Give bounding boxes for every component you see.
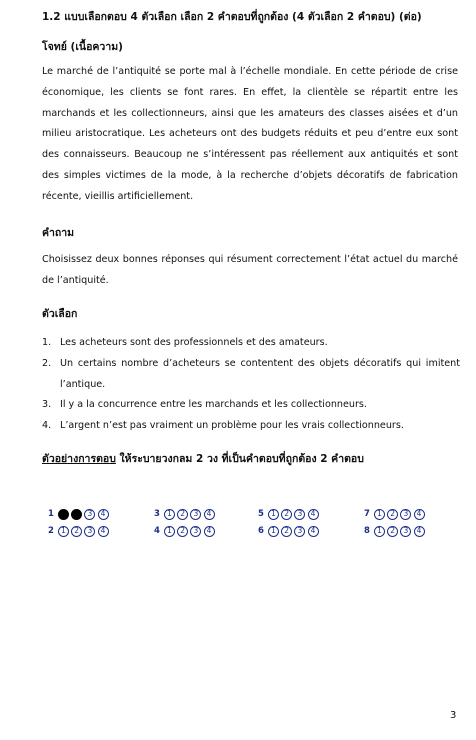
option-number: 1. [42, 337, 52, 348]
filled-bubble[interactable] [71, 509, 82, 520]
option-item [42, 395, 460, 416]
answer-bubble[interactable]: 3 [190, 526, 201, 537]
answer-bubble[interactable]: 3 [294, 526, 305, 537]
answer-bubble[interactable]: 4 [414, 526, 425, 537]
options-list [42, 333, 460, 437]
answer-row-6 [258, 524, 321, 538]
answer-bubble[interactable]: 2 [177, 526, 188, 537]
answer-sheet [48, 507, 448, 541]
option-item [42, 354, 460, 396]
answer-number: 4 [154, 526, 160, 536]
text-paragraph: Le marché de l’antiquité se porte mal à l’échelle mondiale. En cette période de crise économique, les clients se font rares. En effet, la clientèle se répartit entre les marchands et les collectionneurs, ainsi que les amateurs des classes aisées et d’un milieu aristocratique. Les acheteurs ont des budgets réduits et peu d’entre eux sont des connaisseurs. Beaucoup ne s’intéressent pas réellement aux antiquités et sont des simples victimes de la mode, à la recherche d’objets décoratifs de fabrication récente, vieillis artificiellement. [42, 66, 458, 202]
answer-bubble[interactable]: 4 [98, 526, 109, 537]
answer-bubble[interactable]: 4 [204, 526, 215, 537]
answer-bubble[interactable]: 2 [281, 526, 292, 537]
answer-bubble[interactable]: 3 [294, 509, 305, 520]
answer-row-4 [154, 524, 217, 538]
options-heading: ตัวเลือก [42, 308, 78, 320]
text-heading: โจทย์ (เนื้อความ) [42, 41, 123, 53]
question-heading: คำถาม [42, 227, 75, 239]
answer-bubble[interactable]: 2 [387, 509, 398, 520]
answer-bubble[interactable]: 1 [268, 526, 279, 537]
option-text: L’argent n’est pas vraiment un problème pour les vrais collectionneurs. [60, 420, 404, 432]
option-number: 4. [42, 420, 52, 432]
answer-number: 3 [154, 509, 160, 519]
answer-bubble[interactable]: 1 [268, 509, 279, 520]
answer-number: 5 [258, 509, 264, 519]
answer-bubble[interactable]: 4 [308, 509, 319, 520]
page-number: 3 [450, 710, 457, 721]
answer-bubble[interactable]: 3 [400, 509, 411, 520]
answer-row-2 [48, 524, 111, 538]
option-text: Il y a la concurrence entre les marchands et les collectionneurs. [60, 399, 367, 411]
option-number: 2. [42, 357, 52, 369]
option-item [42, 333, 460, 354]
answer-bubble[interactable]: 2 [281, 509, 292, 520]
answer-bubble[interactable]: 3 [190, 509, 201, 520]
answer-row-1 [48, 507, 111, 521]
answer-bubble[interactable]: 1 [164, 509, 175, 520]
answer-bubble[interactable]: 2 [177, 509, 188, 520]
option-text: Les acheteurs sont des professionnels et des amateurs. [60, 337, 328, 348]
example-text: ให้ระบายวงกลม 2 วง ที่เป็นคำตอบที่ถูกต้อง 2 คำตอบ [115, 453, 364, 465]
section-title: 1.2 แบบเลือกตอบ 4 ตัวเลือก เลือก 2 คำตอบที่ถูกต้อง (4 ตัวเลือก 2 คำตอบ) (ต่อ) [42, 11, 422, 23]
answer-row-5 [258, 507, 321, 521]
option-text: Un certains nombre d’acheteurs se contentent des objets décoratifs qui imitent l’antique. [60, 357, 460, 390]
answer-bubble[interactable]: 1 [374, 509, 385, 520]
answer-bubble[interactable]: 2 [387, 526, 398, 537]
answer-row-8 [364, 524, 427, 538]
answer-bubble[interactable]: 4 [204, 509, 215, 520]
answer-bubble[interactable]: 4 [308, 526, 319, 537]
answer-bubble[interactable]: 1 [58, 526, 69, 537]
filled-bubble[interactable] [58, 509, 69, 520]
answer-bubble[interactable]: 3 [84, 509, 95, 520]
answer-number: 2 [48, 526, 54, 536]
answer-number: 7 [364, 509, 370, 519]
answer-bubble[interactable]: 4 [98, 509, 109, 520]
answer-bubble[interactable]: 1 [374, 526, 385, 537]
answer-row-7 [364, 507, 427, 521]
question-text: Choisissez deux bonnes réponses qui résument correctement l’état actuel du marché de l’antiquité. [42, 254, 458, 286]
answer-number: 6 [258, 526, 264, 536]
answer-number: 8 [364, 526, 370, 536]
option-item [42, 416, 460, 437]
answer-bubble[interactable]: 3 [400, 526, 411, 537]
answer-bubble[interactable]: 1 [164, 526, 175, 537]
answer-row-3 [154, 507, 217, 521]
answer-bubble[interactable]: 2 [71, 526, 82, 537]
option-number: 3. [42, 399, 52, 411]
answer-number: 1 [48, 509, 54, 519]
answer-bubble[interactable]: 4 [414, 509, 425, 520]
example-instruction [42, 450, 364, 467]
answer-bubble[interactable]: 3 [84, 526, 95, 537]
example-label: ตัวอย่างการตอบ [42, 453, 116, 465]
